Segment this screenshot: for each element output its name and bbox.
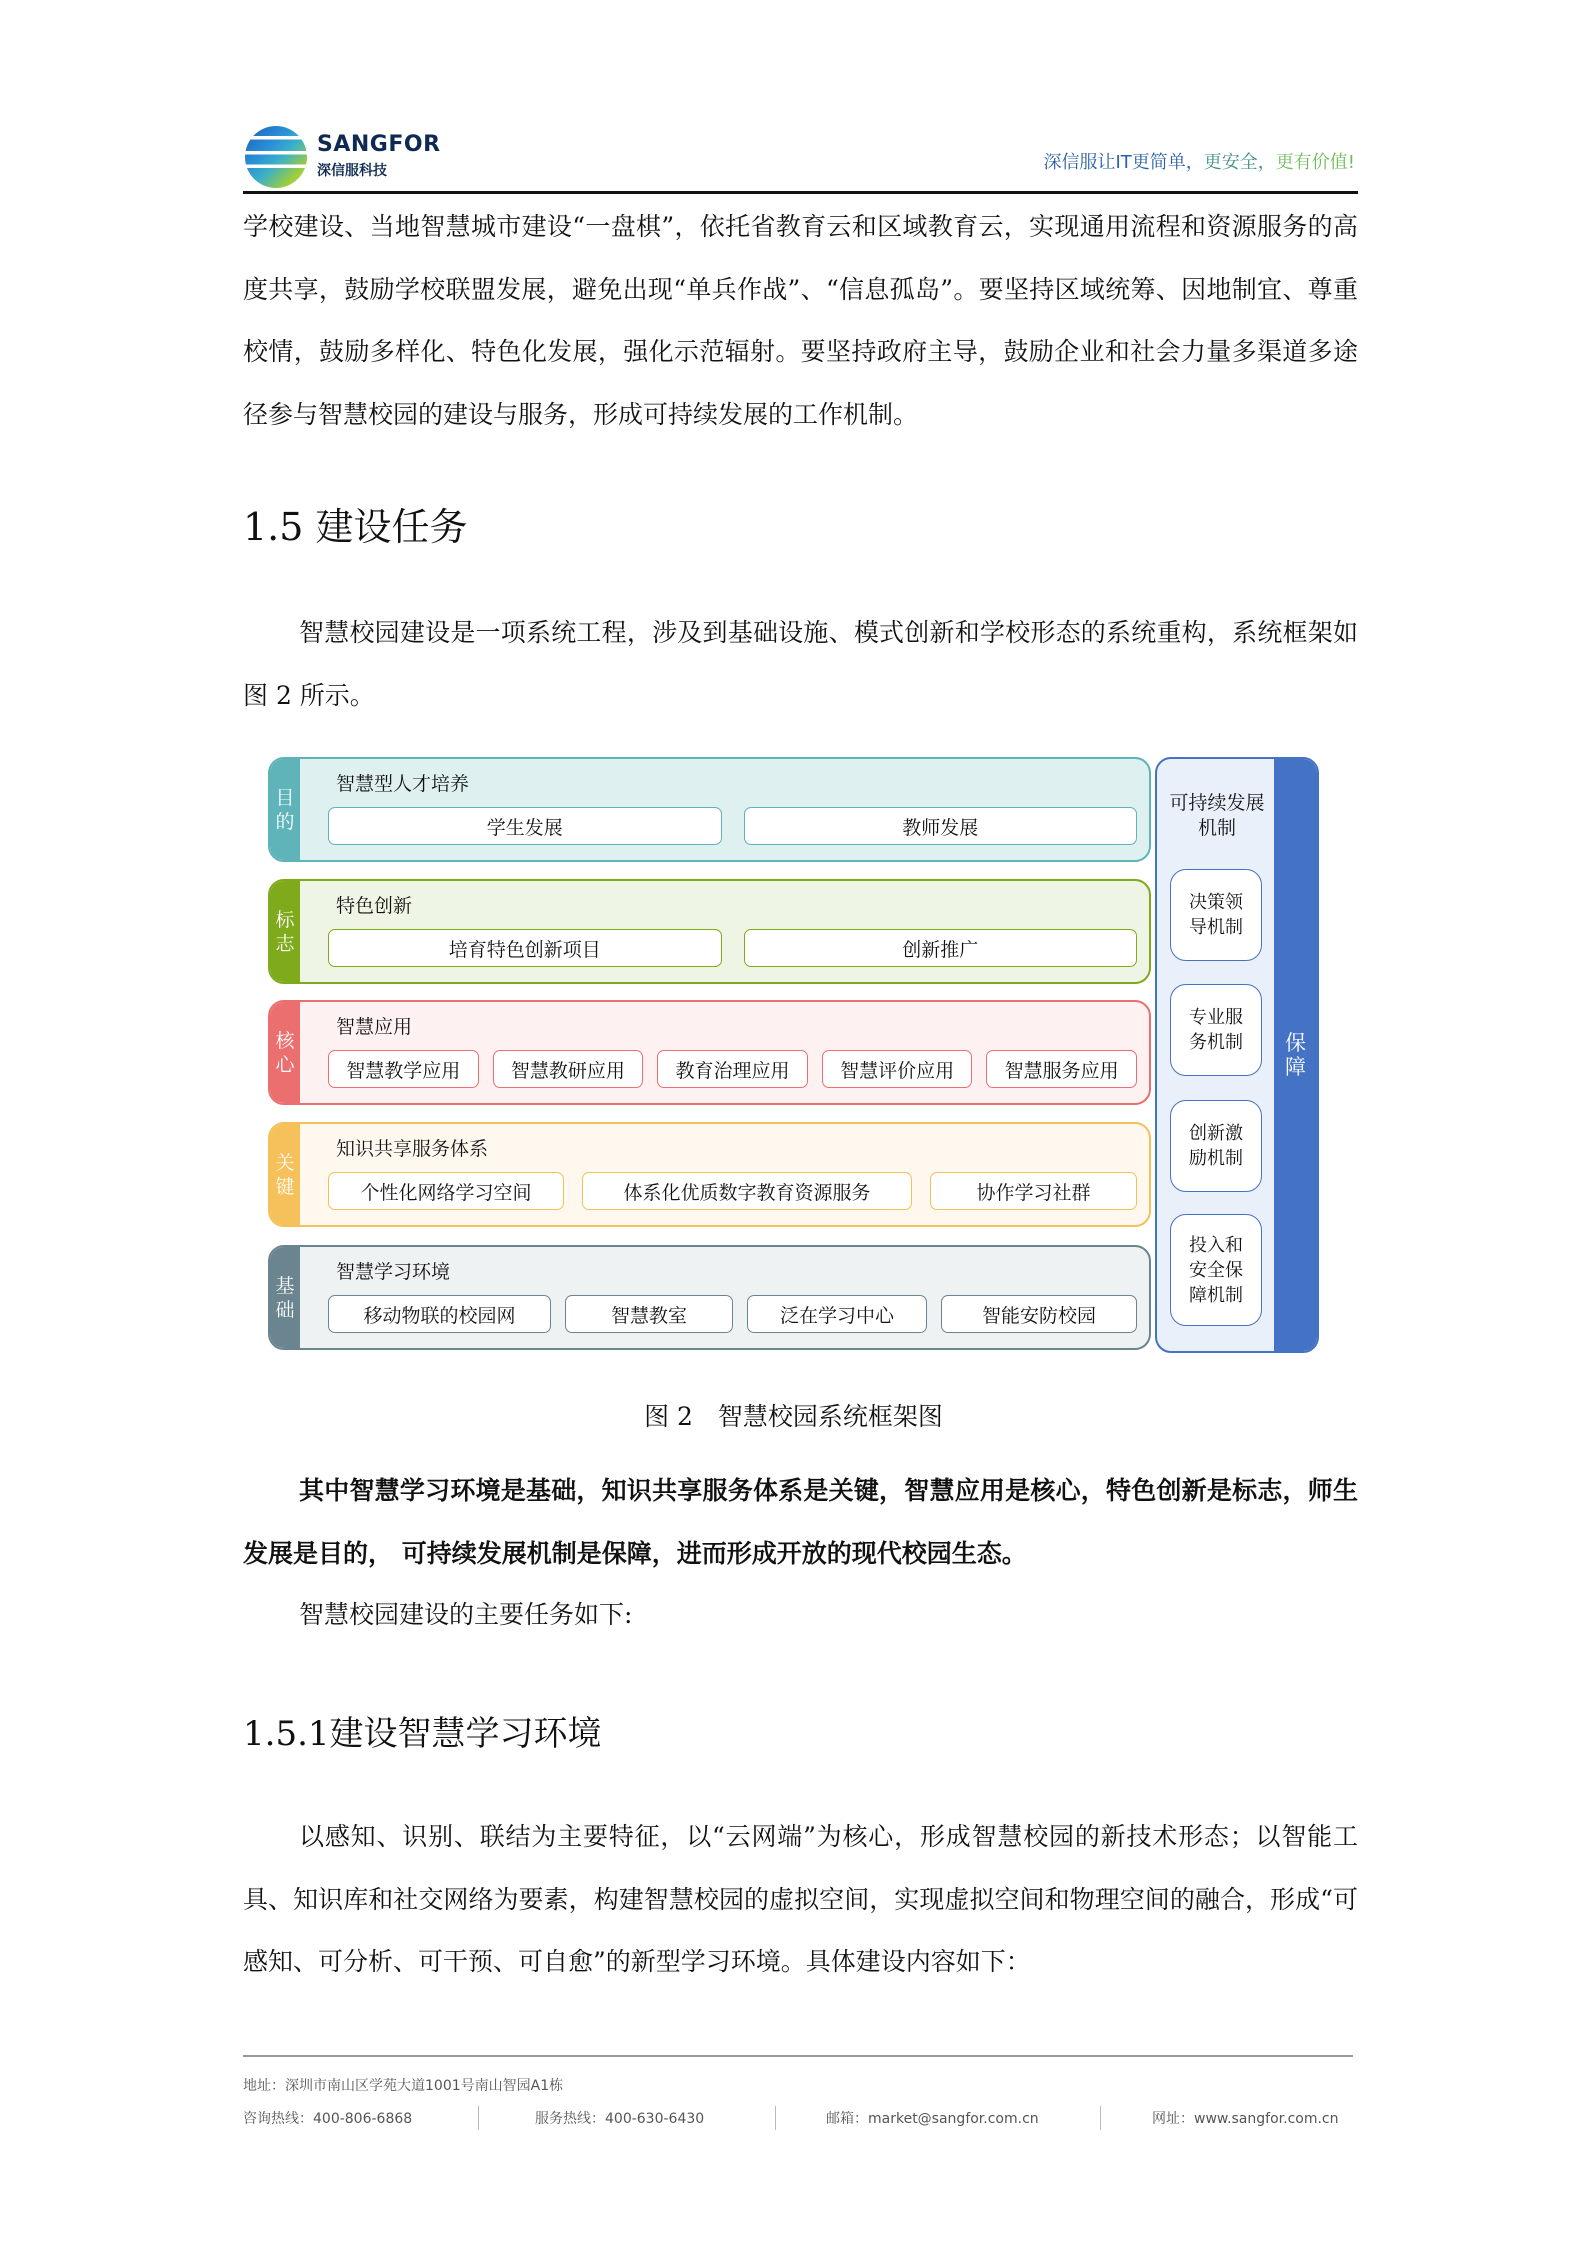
guarantee-tag: 保 障	[1274, 759, 1317, 1351]
layer-item: 教育治理应用	[657, 1050, 808, 1088]
layer-item: 智慧服务应用	[986, 1050, 1137, 1088]
layer-purpose	[268, 757, 1151, 862]
layer-item: 智能安防校园	[941, 1295, 1137, 1333]
footer-email[interactable]: 邮箱：market@sangfor.com.cn	[826, 2111, 1039, 2127]
footer-divider	[243, 2055, 1353, 2057]
layer-tag: 核 心	[270, 1002, 300, 1103]
header-divider	[243, 191, 1358, 194]
layer-base	[268, 1245, 1151, 1350]
summary-paragraph: 其中智慧学习环境是基础，知识共享服务体系是关键，智慧应用是核心，特色创新是标志，师生发展是目的， 可持续发展机制是保障，进而形成开放的现代校园生态。	[243, 1476, 1358, 1568]
layer-key	[268, 1122, 1151, 1227]
layer-tag: 基 础	[270, 1247, 300, 1348]
guarantee-item: 决策领导机制	[1170, 869, 1262, 961]
guarantee-item: 创新激励机制	[1170, 1100, 1262, 1192]
layer-item: 协作学习社群	[930, 1172, 1137, 1210]
layer-item: 个性化网络学习空间	[328, 1172, 564, 1210]
header-slogan	[1043, 148, 1355, 174]
layer-title: 知识共享服务体系	[336, 1138, 489, 1160]
layer-title: 特色创新	[336, 895, 413, 917]
layer-title: 智慧型人才培养	[336, 773, 470, 795]
guarantee-item: 专业服务机制	[1170, 984, 1262, 1076]
footer-separator	[1100, 2106, 1101, 2130]
guarantee-item: 投入和安全保障机制	[1170, 1214, 1262, 1326]
intro-paragraph: 学校建设、当地智慧城市建设“一盘棋”，依托省教育云和区域教育云，实现通用流程和资源服务的高度共享，鼓励学校联盟发展，避免出现“单兵作战”、“信息孤岛”。要坚持区域统筹、因地制宜、尊重校情，鼓励多样化、特色化发展，强化示范辐射。要坚持政府主导，鼓励企业和社会力量多渠道多途径参与智慧校园的建设与服务，形成可持续发展的工作机制。	[243, 212, 1358, 429]
layer-item: 教师发展	[744, 807, 1138, 845]
slogan-part-2: 更安全，	[1203, 152, 1276, 173]
layer-tag: 目 的	[270, 759, 300, 860]
layer-item: 泛在学习中心	[747, 1295, 927, 1333]
guarantee-title: 可持续发展机制	[1169, 792, 1265, 839]
section-1-5-paragraph: 智慧校园建设是一项系统工程，涉及到基础设施、模式创新和学校形态的系统重构，系统框架如图 2 所示。	[243, 618, 1358, 710]
layer-sign	[268, 879, 1151, 984]
slogan-part-1: 深信服让IT更简单，	[1043, 152, 1204, 173]
layer-tag: 关 键	[270, 1124, 300, 1225]
layer-core	[268, 1000, 1151, 1105]
layer-item: 体系化优质数字教育资源服务	[582, 1172, 912, 1210]
layer-title: 智慧应用	[336, 1016, 413, 1038]
tasks-intro: 智慧校园建设的主要任务如下:	[299, 1600, 633, 1629]
sangfor-logo	[245, 126, 441, 188]
footer-separator	[478, 2106, 479, 2130]
logo-text-en: SANGFOR	[317, 132, 441, 157]
footer-consult-hotline: 咨询热线：400-806-6868	[243, 2111, 413, 2127]
layer-item: 学生发展	[328, 807, 722, 845]
section-1-5-1-paragraph: 以感知、识别、联结为主要特征，以“云网端”为核心，形成智慧校园的新技术形态；以智能工具、知识库和社交网络为要素，构建智慧校园的虚拟空间，实现虚拟空间和物理空间的融合，形成“可感知、可分析、可干预、可自愈”的新型学习环境。具体建设内容如下：	[243, 1822, 1358, 1976]
globe-logo-icon	[245, 126, 307, 188]
footer-website[interactable]: 网址：www.sangfor.com.cn	[1152, 2111, 1339, 2127]
guarantee-panel	[1155, 757, 1319, 1353]
layer-item: 移动物联的校园网	[328, 1295, 551, 1333]
layer-item: 培育特色创新项目	[328, 929, 722, 967]
layer-item: 智慧评价应用	[822, 1050, 973, 1088]
layer-tag: 标 志	[270, 881, 300, 982]
layer-item: 智慧教室	[565, 1295, 733, 1333]
layer-item: 智慧教学应用	[328, 1050, 479, 1088]
footer-service-hotline: 服务热线：400-630-6430	[535, 2111, 705, 2127]
layer-item: 智慧教研应用	[493, 1050, 644, 1088]
slogan-part-3: 更有价值!	[1275, 152, 1355, 173]
logo-text-cn: 深信服科技	[317, 163, 387, 179]
figure-caption: 图 2 智慧校园系统框架图	[644, 1402, 943, 1431]
section-heading-1-5-1: 1.5.1建设智慧学习环境	[243, 1714, 602, 1754]
section-heading-1-5: 1.5 建设任务	[243, 505, 468, 549]
footer-separator	[775, 2106, 776, 2130]
layer-item: 创新推广	[744, 929, 1138, 967]
footer-address: 地址：深圳市南山区学苑大道1001号南山智园A1栋	[243, 2078, 564, 2094]
layer-title: 智慧学习环境	[336, 1261, 451, 1283]
